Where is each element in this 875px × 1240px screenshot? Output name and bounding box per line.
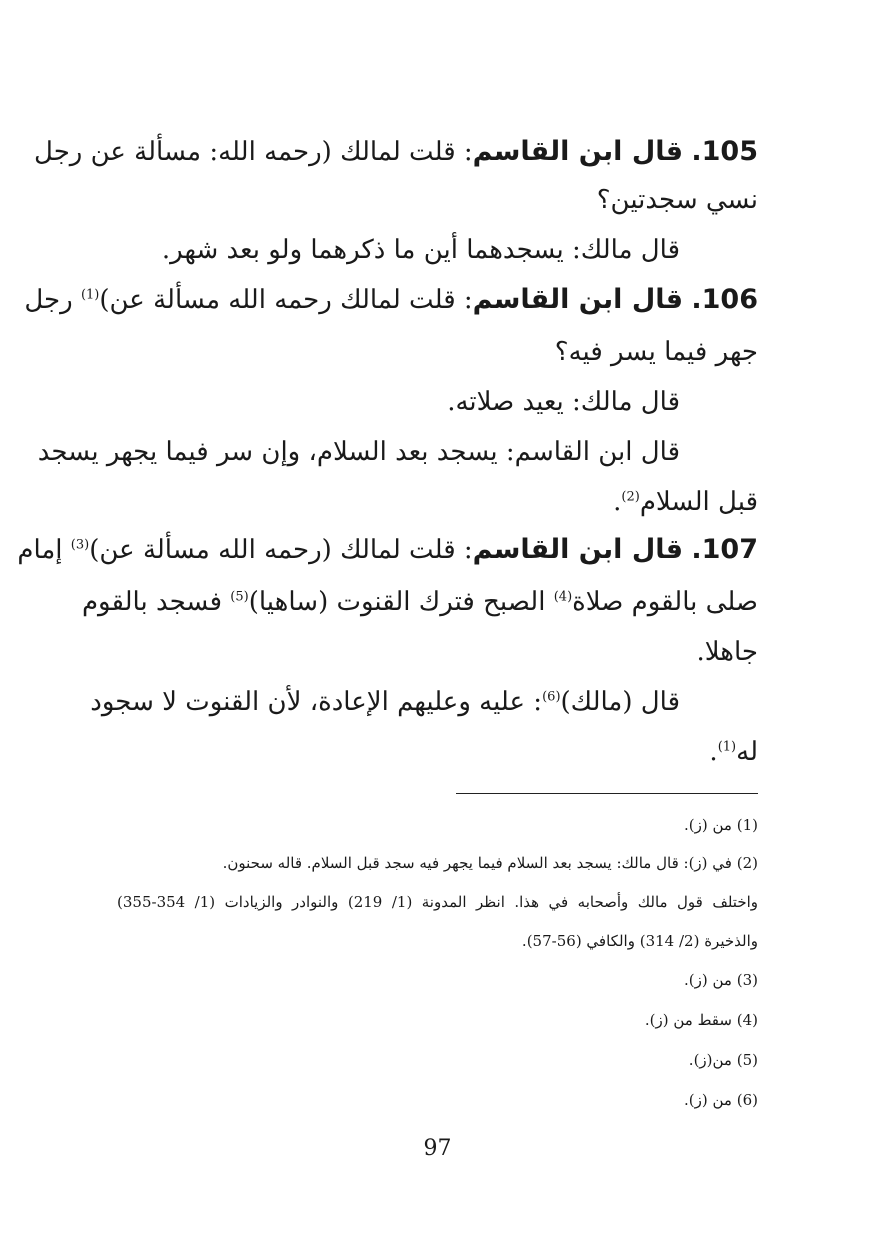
footnote-3: (3) من (ز).: [684, 971, 758, 989]
issue-text: صلى بالقوم صلاة: [572, 587, 758, 617]
issue-107-answer-2: [709, 732, 758, 772]
issue-text: رجل: [24, 285, 81, 315]
issue-text: : قلت لمالك (رحمه الله: مسألة عن رجل: [34, 137, 473, 167]
issue-number: 105.: [691, 136, 758, 167]
footnote-ref: (5): [230, 589, 249, 605]
issue-106-extra-2: [613, 482, 758, 522]
issue-number: 107.: [691, 534, 758, 565]
footnote-2-continued-2: والذخيرة (2/ 314) والكافي (56-57).: [521, 932, 758, 950]
issue-heading: قال ابن القاسم: [472, 136, 684, 167]
issue-text: قال (مالك): [560, 687, 680, 717]
issue-107-line-2: [81, 582, 758, 622]
footnote-2: (2) في (ز): قال مالك: يسجد بعد السلام فيما يجهر فيه سجد قبل السلام. قاله سحنون.: [222, 854, 758, 872]
issue-106-line-2: جهر فيما يسر فيه؟: [554, 337, 758, 367]
footnote-ref: (6): [542, 689, 561, 705]
issue-106-extra-1: قال ابن القاسم: يسجد بعد السلام، وإن سر فيما يجهر يسجد: [37, 437, 680, 467]
issue-107-line-1: [17, 530, 758, 570]
footnote-ref: (3): [70, 537, 90, 553]
issue-text: فسجد بالقوم: [81, 587, 231, 617]
issue-heading: قال ابن القاسم: [472, 534, 684, 565]
issue-105-line-1: [34, 132, 758, 172]
footnote-2-continued: واختلف قول مالك وأصحابه في هذا. انظر المدونة (1/ 219) والنوادر والزيادات (1/ 354-355): [117, 893, 759, 911]
issue-105-line-2: نسي سجدتين؟: [596, 185, 758, 215]
issue-105-answer: قال مالك: يسجدهما أين ما ذكرهما ولو بعد شهر.: [161, 235, 680, 265]
issue-107-line-3: جاهلا.: [696, 637, 758, 667]
footnote-ref: (1): [80, 287, 100, 303]
issue-text: : قلت لمالك رحمه الله مسألة عن): [99, 285, 473, 315]
issue-text: : عليه وعليهم الإعادة، لأن القنوت لا سجود: [90, 687, 543, 717]
issue-text: له: [736, 737, 758, 767]
footnote-1: (1) من (ز).: [684, 816, 758, 834]
footnote-ref: (1): [717, 739, 737, 755]
issue-107-answer-1: [90, 682, 680, 722]
page-number: 97: [423, 1136, 452, 1161]
issue-text: : قلت لمالك (رحمه الله مسألة عن): [89, 535, 473, 565]
footnote-ref: (2): [621, 489, 640, 505]
issue-106-line-1: [24, 280, 758, 320]
footnote-4: (4) سقط من (ز).: [644, 1011, 758, 1029]
issue-text: الصبح فترك القنوت (ساهيا): [248, 587, 554, 617]
footnote-6: (6) من (ز).: [684, 1091, 758, 1109]
issue-106-answer: قال مالك: يعيد صلاته.: [447, 387, 680, 417]
issue-text: قبل السلام: [639, 487, 758, 517]
issue-text: إمام: [17, 535, 71, 565]
issue-text: .: [709, 737, 718, 767]
footnote-ref: (4): [553, 589, 573, 605]
issue-number: 106.: [691, 284, 758, 315]
issue-text: .: [613, 487, 622, 517]
issue-heading: قال ابن القاسم: [472, 284, 684, 315]
footnote-5: (5) من(ز).: [688, 1051, 758, 1069]
footnote-separator: [456, 793, 758, 794]
